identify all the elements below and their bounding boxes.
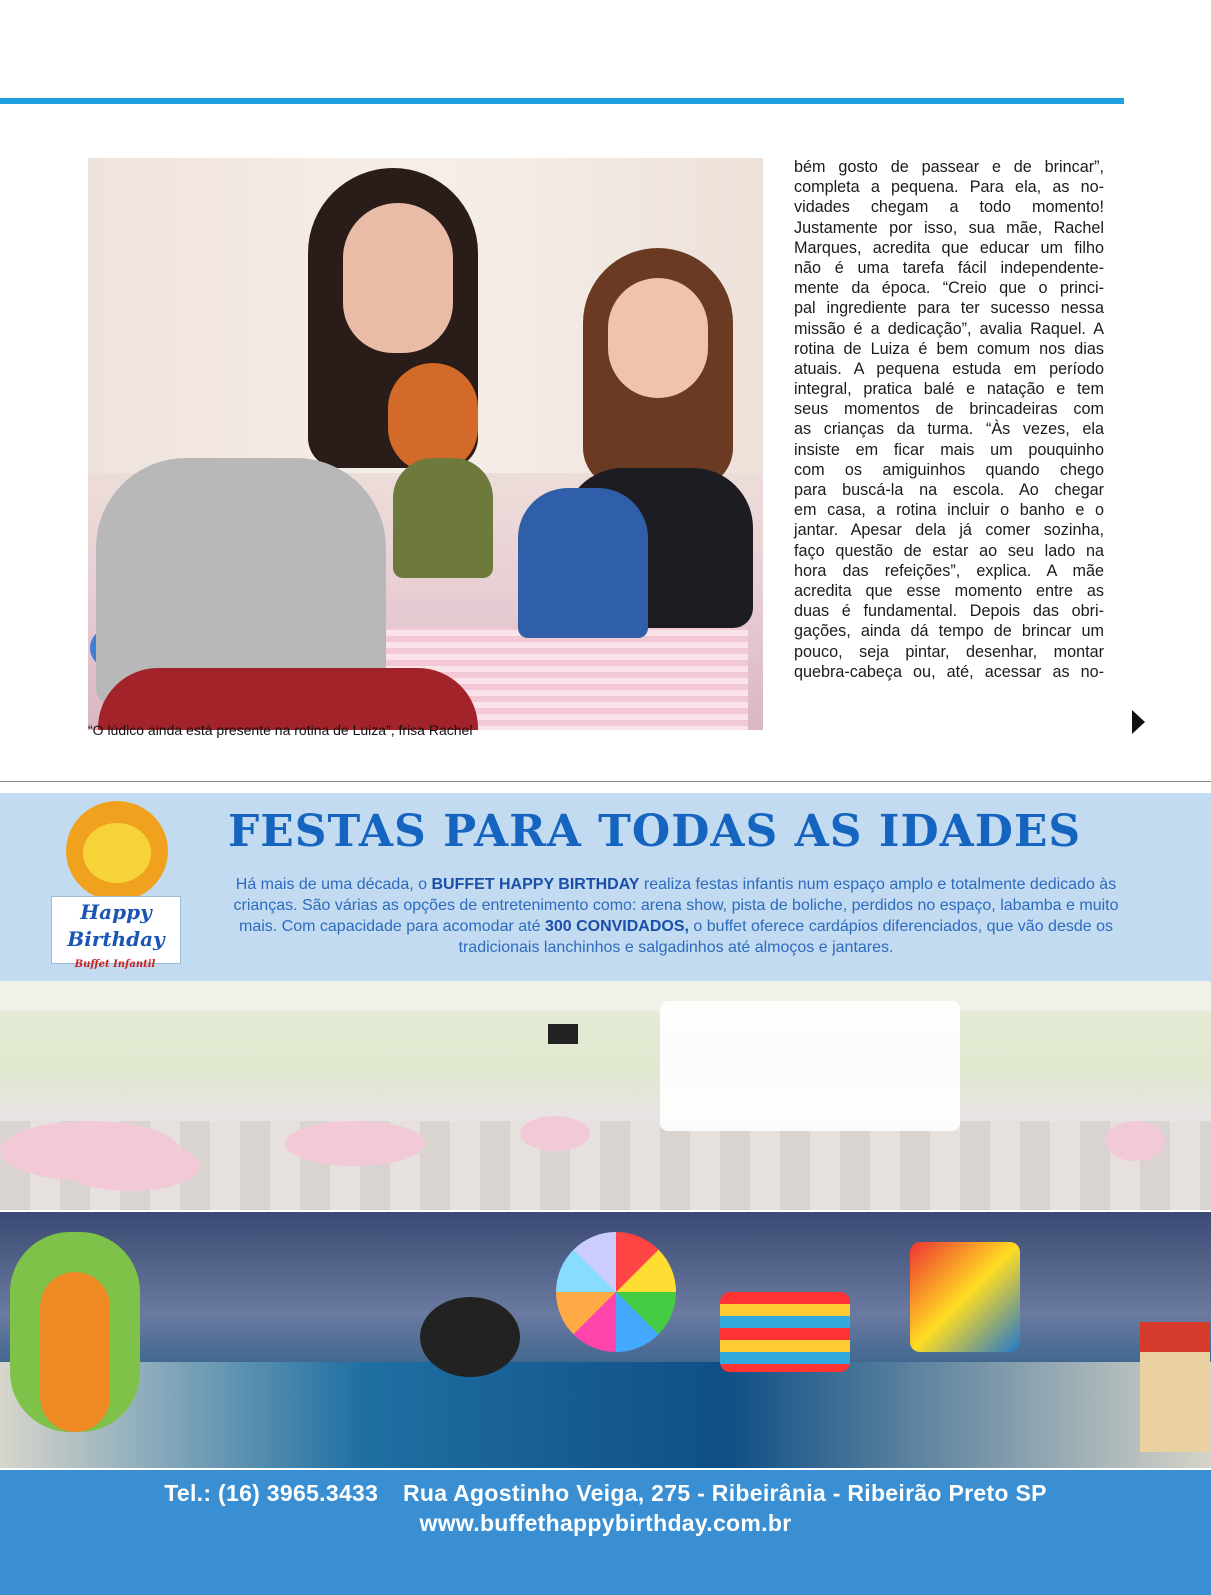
article-line: hora das refeições”, explica. A mãe	[794, 561, 1104, 580]
article-line: gações, ainda dá tempo de brincar um	[794, 622, 1104, 641]
top-accent-rule	[0, 98, 1124, 104]
address: Rua Agostinho Veiga, 275 - Ribeirânia - Ribeirão Preto SP	[402, 1480, 1047, 1506]
article-line: pal ingrediente para ter sucesso nessa	[794, 299, 1104, 318]
logo-line2: Birthday	[67, 927, 165, 951]
website-link[interactable]: www.buffethappybirthday.com.br	[419, 1510, 792, 1536]
ad-headline: FESTAS PARA TODAS AS IDADES	[228, 806, 1082, 857]
article-line: pouco, seja pintar, desenhar, montar	[794, 642, 1104, 661]
party-hall-photo	[0, 981, 1211, 1210]
guest-capacity: 300 CONVIDADOS,	[544, 918, 689, 935]
article-line: rotina de Luiza é bem comum nos dias	[794, 339, 1104, 358]
article-text	[794, 157, 1104, 682]
article-line: para buscá-la na escola. Ao chegar	[794, 481, 1104, 499]
article-line: completa a pequena. Para ela, as no-	[794, 178, 1104, 197]
article-line: duas é fundamental. Depois das obri-	[794, 602, 1104, 621]
article-line: bém gosto de passear e de brincar”,	[794, 158, 1104, 176]
article-line: jantar. Apesar dela já comer sozinha,	[794, 521, 1104, 540]
article-line: com os amiguinhos quando chego	[794, 460, 1104, 479]
article-photo	[88, 158, 763, 730]
ad-description: Há mais de uma década, o BUFFET HAPPY BIRTHDAY realiza festas infantis num espaço amplo e totalmente dedicado às crianças. São várias as opções de entretenimento como: arena show, pista de boliche, perdidos no espaço, labamba e muito mais. Com capacidade para acomodar até 300 CONVIDADOS, o buffet oferece cardápios diferenciados, que vão desde os tradicionais lanchinhos e salgadinhos até almoços e jantares.	[233, 876, 1119, 956]
continue-arrow-icon[interactable]	[1132, 710, 1145, 734]
article-line: faço questão de estar ao seu lado na	[794, 541, 1104, 560]
article-line: vidades chegam a todo momento!	[794, 198, 1104, 217]
logo-line1: Happy	[80, 900, 152, 924]
phone-number[interactable]: Tel.: (16) 3965.3433	[164, 1480, 379, 1506]
article-line: Justamente por isso, sua mãe, Rachel	[794, 218, 1104, 237]
ad-footer	[0, 1470, 1211, 1595]
logo-subtitle: Buffet Infantil	[74, 959, 156, 970]
article-line: atuais. A pequena estuda em período	[794, 359, 1104, 378]
happy-birthday-logo	[52, 801, 180, 971]
article-line: quebra-cabeça ou, até, acessar as no-	[794, 662, 1104, 681]
buffet-name: BUFFET HAPPY BIRTHDAY	[431, 876, 640, 893]
article-line: Marques, acredita que educar um filho	[794, 238, 1104, 257]
article-line: não é uma tarefa fácil independente-	[794, 258, 1104, 277]
article-line: insiste em ficar mais um pouquinho	[794, 440, 1104, 459]
photo-caption: “O lúdico ainda está presente na rotina de Luiza”, frisa Rachel	[88, 722, 473, 738]
article-line: acredita que esse momento entre as	[794, 581, 1104, 600]
article-line: missão é a dedicação”, avalia Raquel. A	[794, 319, 1104, 338]
article-line: mente da época. “Creio que o princi-	[794, 279, 1104, 298]
article-line: em casa, a rotina incluir o banho e o	[794, 501, 1104, 520]
playground-photo	[0, 1212, 1211, 1468]
article-line: as crianças da turma. “Às vezes, ela	[794, 420, 1104, 439]
article-line: seus momentos de brincadeiras com	[794, 400, 1104, 419]
article-line: integral, pratica balé e natação e tem	[794, 380, 1104, 399]
ad-divider	[0, 781, 1211, 782]
